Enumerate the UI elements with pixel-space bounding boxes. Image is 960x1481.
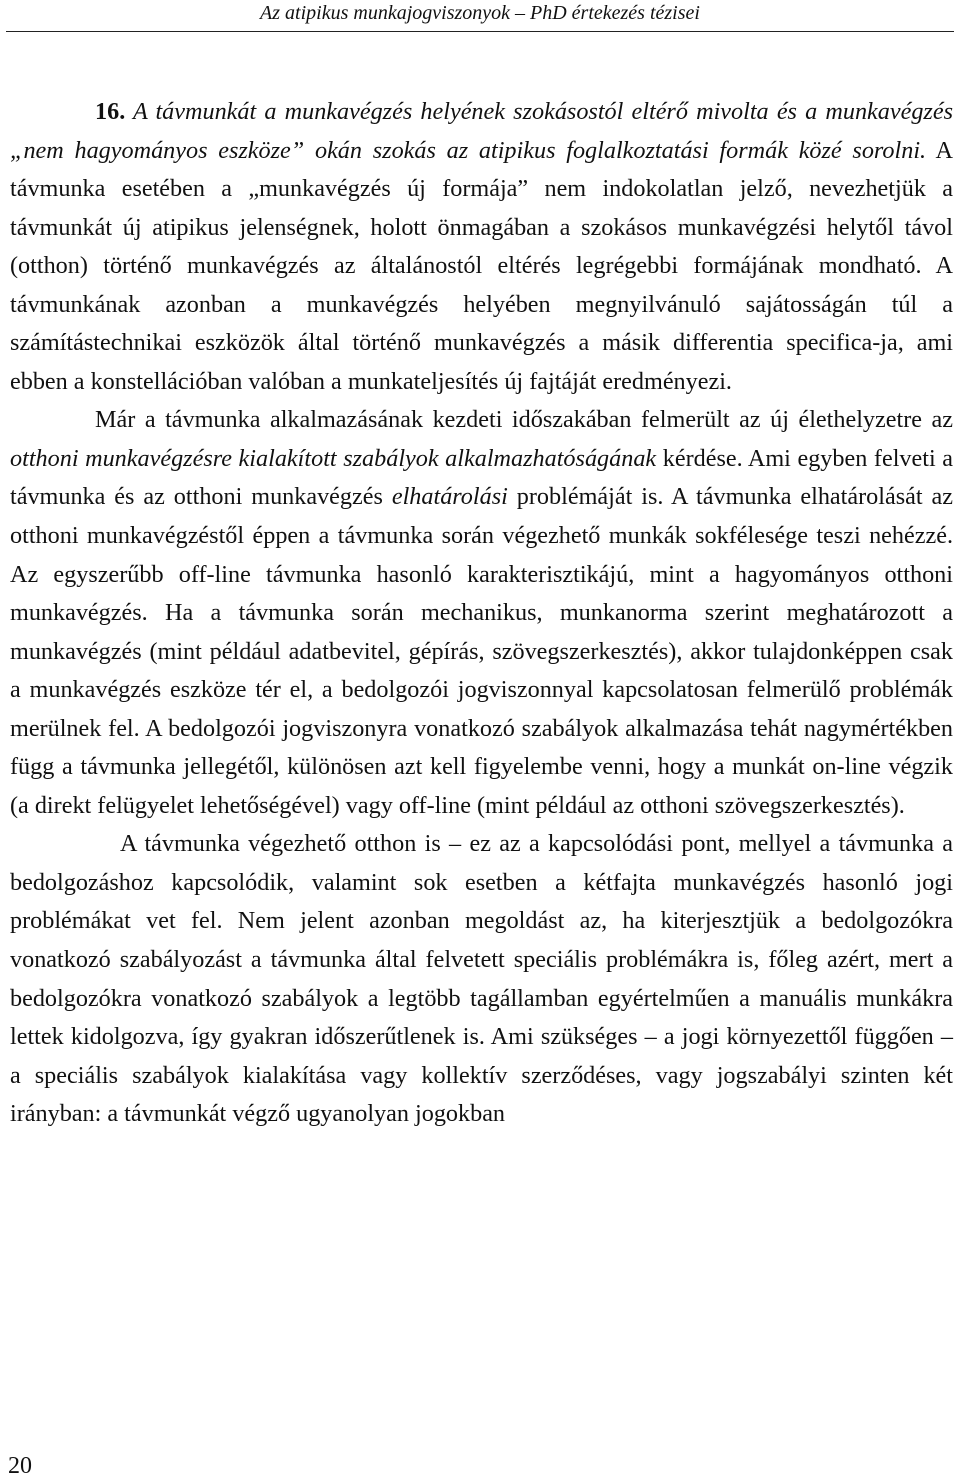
page-number: 20	[8, 1453, 32, 1479]
header-divider	[6, 31, 954, 32]
paragraph-2-italic-1: otthoni munkavégzésre kialakított szabályok alkalmazhatóságának	[10, 444, 657, 472]
thesis-explanation: A távmunka esetében a „munkavégzés új formája” nem indokolatlan jelző, nevezhetjük a távmunkát új atipikus jelenségnek, holott önmagában a szokásos munkavégzési helytől távol (otthon) történő munkavégzés az általánostól eltérés legrégebbi formájának mondható. A távmunkának azonban a munkavégzés helyében megnyilvánuló sajátosságán túl a számítástechnikai eszközök által történő munkavégzés a másik differentia specifica-ja, ami ebben a konstellációban valóban a munkateljesítés új fajtáját eredményezi.	[10, 136, 953, 395]
document-body	[10, 93, 953, 1134]
paragraph-3-text: A távmunka végezhető otthon is – ez az a kapcsolódási pont, mellyel a távmunka a bedolgozáshoz kapcsolódik, valamint sok esetben a kétfajta munkavégzés hasonló jogi problémákat vet fel. Nem jelent azonban megoldást az, ha kiterjesztjük a bedolgozókra vonatkozó szabályozást a távmunka által felvetett speciális problémákra is, főleg azért, mert a bedolgozókra vonatkozó szabályok a legtöbb tagállamban egyértelműen a manuális munkákra lettek kidolgozva, így gyakran időszerűtlenek is. Ami szükséges – a jogi környezettől függően – a speciális szabályok kialakítása vagy kollektív szerződéses, vagy jogszabályi szinten két irányban: a távmunkát végző ugyanolyan jogokban	[10, 830, 953, 1128]
thesis-number: 16.	[95, 98, 126, 125]
paragraph-home-connection	[10, 825, 953, 1133]
paragraph-2-text-3: problémáját is. A távmunka elhatárolását az otthoni munkavégzéstől éppen a távmunka során végezhető munkák sokfélesége teszi nehézzé. Az egyszerűbb off-line távmunka hasonló karakterisztikájú, mint a hagyományos otthoni munkavégzés. Ha a távmunka során mechanikus, munkanorma szerint meghatározott a munkavégzés (mint például adatbevitel, gépírás, szövegszerkesztés), akkor tulajdonképpen csak a munkavégzés eszköze tér el, a bedolgozói jogviszonnyal kapcsolatosan felmerülő problémák merülnek fel. A bedolgozói jogviszonyra vonatkozó szabályok alkalmazása tehát nagymértékben függ a távmunka jellegétől, különösen azt kell figyelembe venni, hogy a munkát on-line végzik (a direkt felügyelet lehetőségével) vagy off-line (mint például az otthoni szövegszerkesztés).	[10, 483, 953, 819]
paragraph-telework-homework	[10, 401, 953, 825]
running-header	[0, 0, 960, 31]
running-header-title: Az atipikus munkajogviszonyok – PhD értekezés tézisei	[260, 2, 700, 24]
thesis-paragraph	[10, 93, 953, 401]
thesis-statement: A távmunkát a munkavégzés helyének szokásostól eltérő mivolta és a munkavégzés „nem hagyományos eszköze” okán szokás az atipikus foglalkoztatási formák közé sorolni.	[10, 98, 953, 164]
paragraph-2-text-1: Már a távmunka alkalmazásának kezdeti időszakában felmerült az új élethelyzetre az	[95, 406, 953, 434]
paragraph-2-italic-2: elhatárolási	[391, 483, 508, 511]
paragraph-2-text-2: kérdése. Ami egyben felveti a távmunka és az otthoni munkavégzés	[10, 444, 954, 511]
